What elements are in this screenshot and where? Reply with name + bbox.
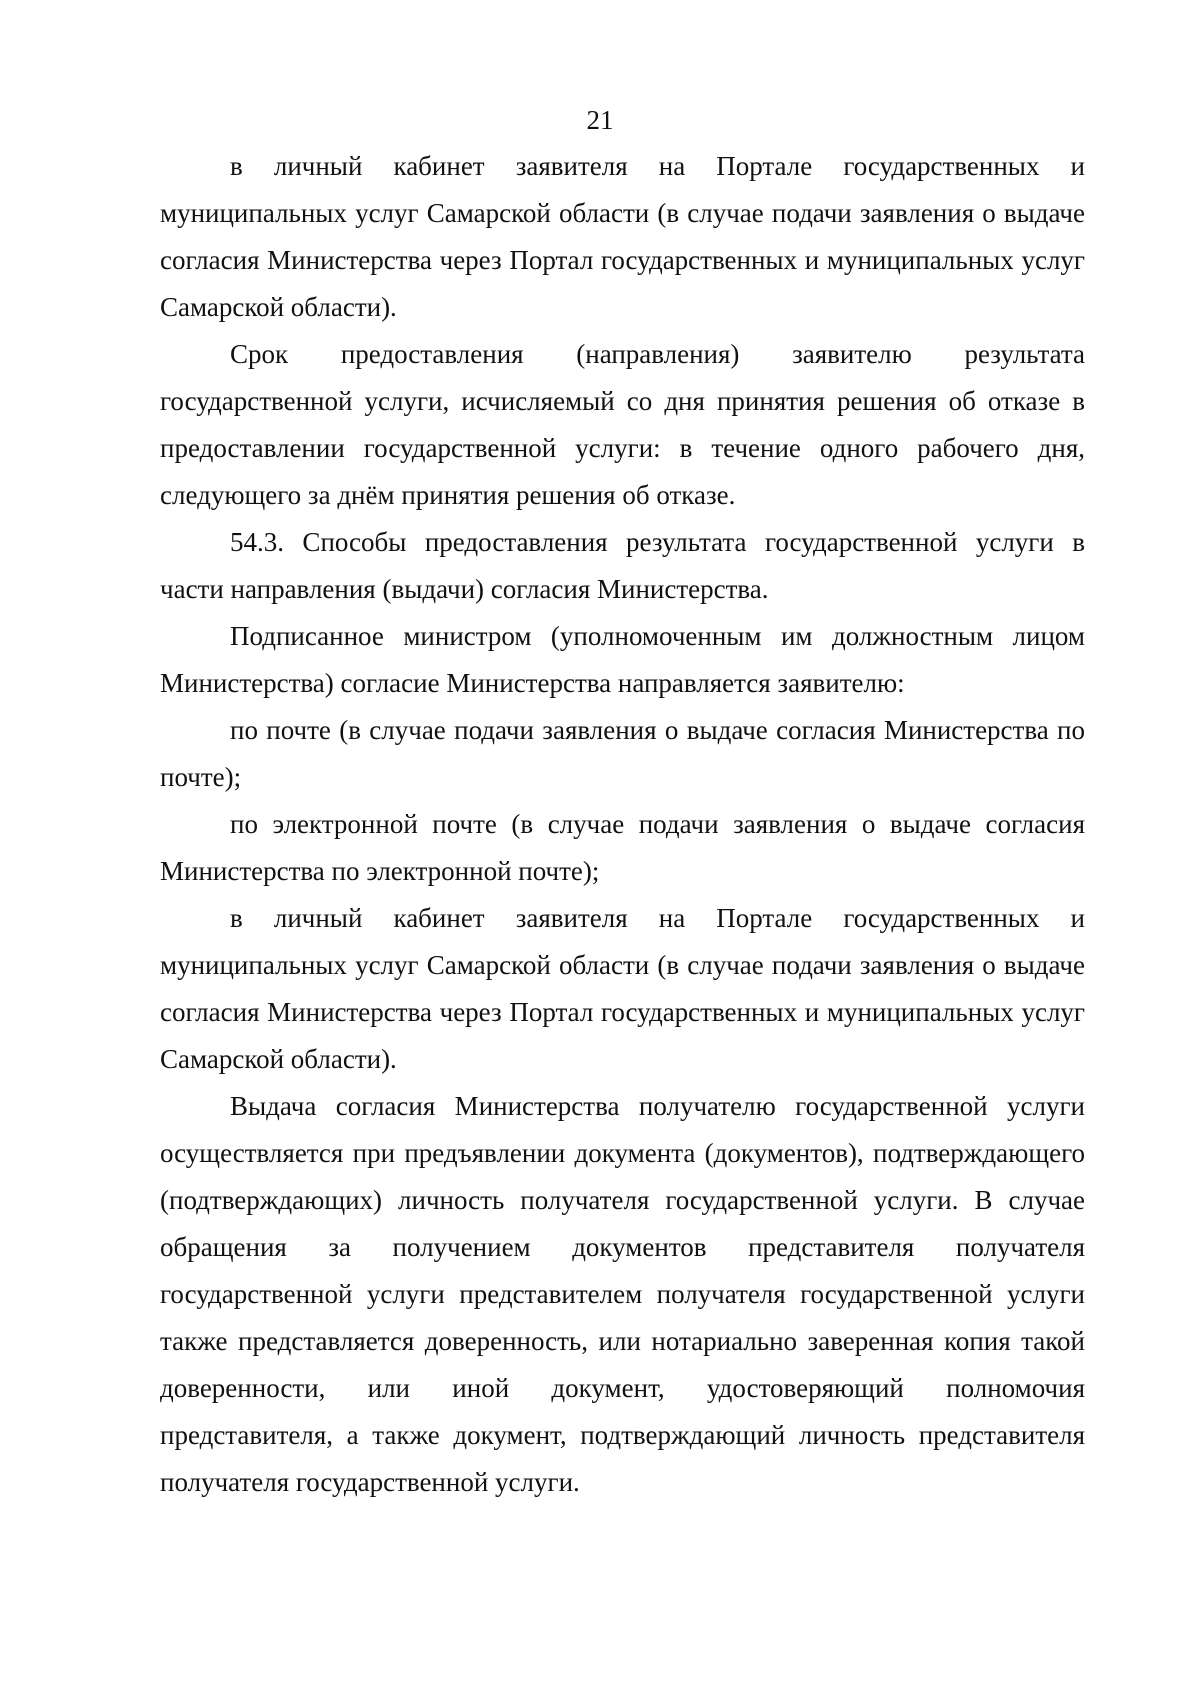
paragraph-section-54-3: 54.3. Способы предоставления результата государственной услуги в части направления (выдачи) согласия Министерства.	[160, 527, 1085, 604]
paragraph-signed-consent: Подписанное министром (уполномоченным им должностным лицом Министерства) согласие Министерства направляется заявителю:	[160, 621, 1085, 698]
paragraph-issuance: Выдача согласия Министерства получателю государственной услуги осуществляется при предъявлении документа (документов), подтверждающего (подтверждающих) личность получателя государственной услуги. В случае обращения за получением документов представителя получателя государственной услуги представителем получателя государственной услуги также представляется доверенность, или нотариально заверенная копия такой доверенности, или иной документ, удостоверяющий полномочия представителя, а также документ, подтверждающий личность представителя получателя государственной услуги.	[160, 1091, 1085, 1497]
document-body	[160, 143, 1085, 1506]
paragraph-personal-cabinet-2: в личный кабинет заявителя на Портале государственных и муниципальных услуг Самарской области (в случае подачи заявления о выдаче согласия Министерства через Портал государственных и муниципальных услуг Самарской области).	[160, 903, 1085, 1074]
paragraph-personal-cabinet-1: в личный кабинет заявителя на Портале государственных и муниципальных услуг Самарской области (в случае подачи заявления о выдаче согласия Министерства через Портал государственных и муниципальных услуг Самарской области).	[160, 151, 1085, 322]
page-number: 21	[586, 105, 614, 135]
paragraph-refusal-deadline: Срок предоставления (направления) заявителю результата государственной услуги, исчисляемый со дня принятия решения об отказе в предоставлении государственной услуги: в течение одного рабочего дня, следующего за днём принятия решения об отказе.	[160, 339, 1085, 510]
paragraph-by-email: по электронной почте (в случае подачи заявления о выдаче согласия Министерства по электронной почте);	[160, 809, 1085, 886]
paragraph-by-mail: по почте (в случае подачи заявления о выдаче согласия Министерства по почте);	[160, 715, 1085, 792]
